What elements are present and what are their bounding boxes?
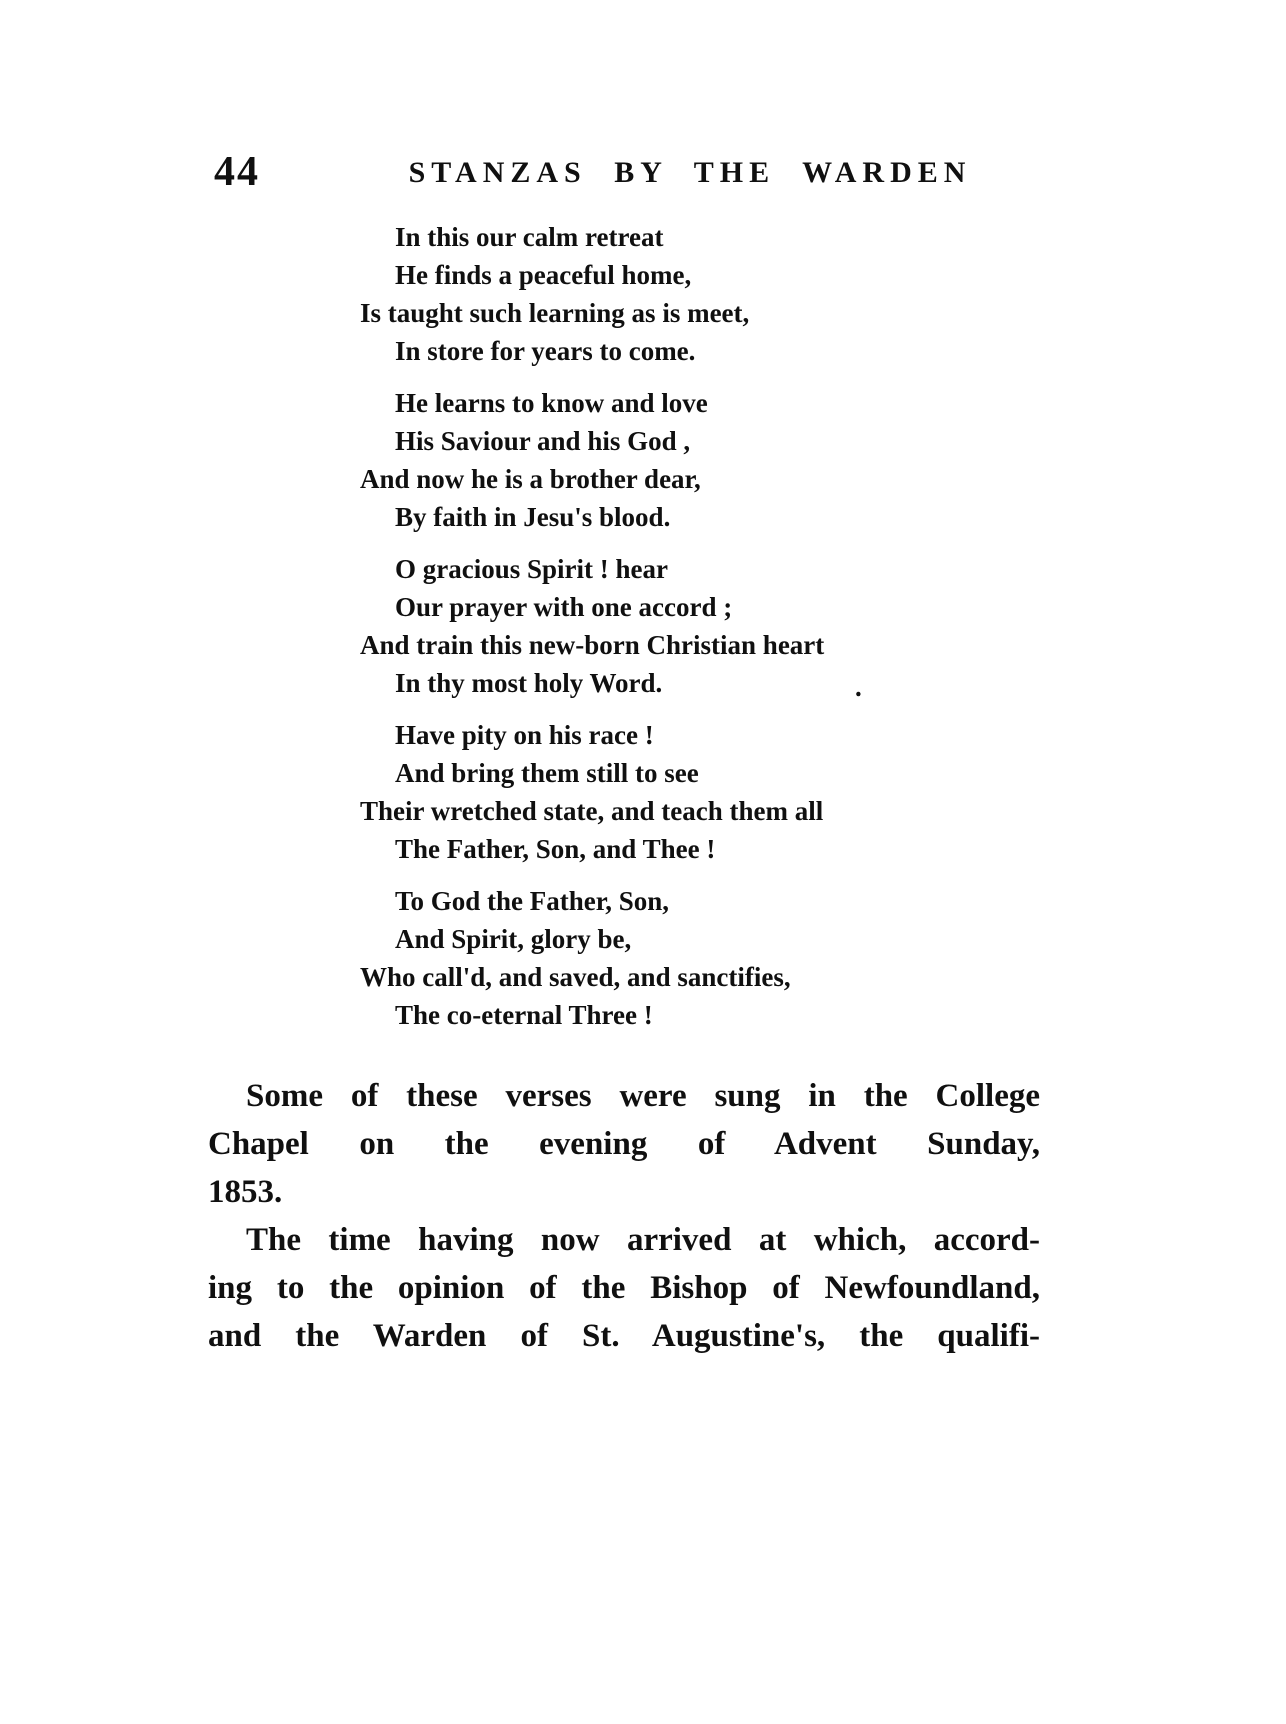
print-artifact-dot: . [855, 672, 862, 702]
poem-line: And bring them still to see [395, 758, 699, 788]
running-head-title: STANZAS BY THE WARDEN [408, 156, 972, 189]
poem-line: The co-eternal Three ! [395, 1000, 653, 1030]
prose-line: Some of these verses were sung in the College [246, 1078, 1040, 1114]
poem-line: In store for years to come. [395, 336, 696, 366]
poem-stanza [360, 716, 824, 868]
poem-line: Is taught such learning as is meet, [360, 298, 750, 328]
poem-line: His Saviour and his God , [395, 426, 691, 456]
prose-paragraph [208, 1216, 1040, 1360]
poem-line: The Father, Son, and Thee ! [395, 834, 716, 864]
poem-stanza [360, 550, 824, 702]
poem-line: Have pity on his race ! [395, 720, 654, 750]
prose-line: ing to the opinion of the Bishop of Newfoundland, [208, 1270, 1040, 1306]
poem-line: To God the Father, Son, [395, 886, 670, 916]
poem-line: Our prayer with one accord ; [395, 592, 733, 622]
prose-line: and the Warden of St. Augustine's, the qualifi- [208, 1318, 1040, 1354]
poem-line: In thy most holy Word. [395, 668, 663, 698]
poem-stanza [360, 384, 824, 536]
prose-line: Chapel on the evening of Advent Sunday, [208, 1126, 1040, 1162]
page-number: 44 [214, 149, 260, 195]
poem-line: In this our calm retreat [395, 222, 664, 252]
prose-line: The time having now arrived at which, accord- [246, 1222, 1040, 1258]
poem-line: And Spirit, glory be, [395, 924, 632, 954]
prose-block [208, 1072, 1040, 1360]
poem-line: And train this new-born Christian heart [360, 630, 825, 660]
poem-stanza [360, 218, 824, 370]
poem-line: Who call'd, and saved, and sanctifies, [360, 962, 791, 992]
prose-line: 1853. [208, 1174, 283, 1210]
prose-paragraph [208, 1072, 1040, 1216]
poem-line: O gracious Spirit ! hear [395, 554, 668, 584]
poem-line: He learns to know and love [395, 388, 708, 418]
poem-stanza [360, 882, 824, 1034]
poem-line: Their wretched state, and teach them all [360, 796, 824, 826]
poem-line: By faith in Jesu's blood. [395, 502, 671, 532]
poem-block [360, 218, 824, 1048]
poem-line: And now he is a brother dear, [360, 464, 701, 494]
poem-line: He finds a peaceful home, [395, 260, 692, 290]
